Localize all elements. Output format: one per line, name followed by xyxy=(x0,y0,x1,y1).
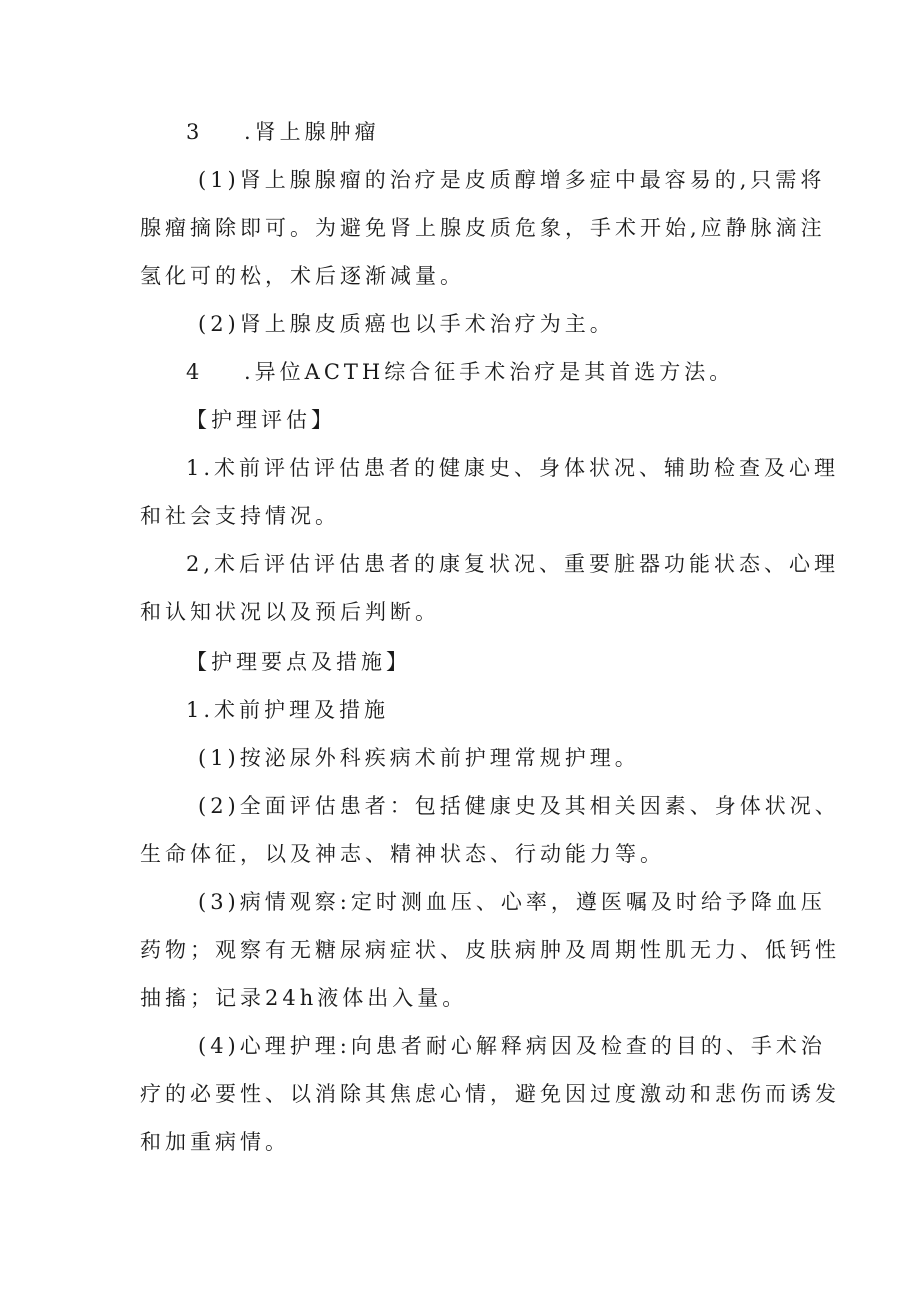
preop-care-2-line-2: 生命体征，以及神志、精神状态、行动能力等。 xyxy=(140,842,665,866)
section-3-heading xyxy=(186,118,380,146)
assessment-1-line-2: 和社会支持情况。 xyxy=(140,504,340,528)
section-3-number: 3 xyxy=(186,120,200,144)
assessment-1-line-1: 1.术前评估评估患者的健康史、身体状况、辅助检查及心理 xyxy=(186,456,840,480)
preop-care-3-line-1: (3)病情观察:定时测血压、心率，遵医嘱及时给予降血压 xyxy=(198,890,826,914)
preop-care-4-line-2: 疗的必要性、以消除其焦虑心情，避免因过度激动和悲伤而诱发 xyxy=(140,1082,840,1106)
section-4-heading xyxy=(186,358,734,386)
paragraph-3-2: (2)肾上腺皮质癌也以手术治疗为主。 xyxy=(198,312,615,336)
paragraph-3-1-line-3: 氢化可的松，术后逐渐减量。 xyxy=(140,264,465,288)
assessment-2-line-2: 和认知状况以及预后判断。 xyxy=(140,600,440,624)
assessment-2-line-1: 2,术后评估评估患者的康复状况、重要脏器功能状态、心理 xyxy=(186,552,840,576)
preop-care-3-line-2: 药物；观察有无糖尿病症状、皮肤病肿及周期性肌无力、低钙性 xyxy=(140,938,840,962)
section-3-title: .肾上腺肿瘤 xyxy=(244,120,380,144)
preop-care-1: (1)按泌尿外科疾病术前护理常规护理。 xyxy=(198,746,640,770)
preop-care-4-line-3: 和加重病情。 xyxy=(140,1130,290,1154)
preop-care-heading: 1.术前护理及措施 xyxy=(186,698,390,722)
section-4-text: .异位ACTH综合征手术治疗是其首选方法。 xyxy=(244,360,735,384)
nursing-measures-heading: 【护理要点及措施】 xyxy=(186,650,411,674)
paragraph-3-1-line-2: 腺瘤摘除即可。为避免肾上腺皮质危象，手术开始,应静脉滴注 xyxy=(140,216,826,240)
paragraph-3-1-line-1: (1)肾上腺腺瘤的治疗是皮质醇增多症中最容易的,只需将 xyxy=(198,168,826,192)
nursing-assessment-heading: 【护理评估】 xyxy=(186,408,336,432)
preop-care-4-line-1: (4)心理护理:向患者耐心解释病因及检查的目的、手术治 xyxy=(198,1034,826,1058)
preop-care-3-line-3: 抽搐；记录24h液体出入量。 xyxy=(140,986,468,1010)
section-4-number: 4 xyxy=(186,360,200,384)
preop-care-2-line-1: (2)全面评估患者：包括健康史及其相关因素、身体状况、 xyxy=(198,794,840,818)
